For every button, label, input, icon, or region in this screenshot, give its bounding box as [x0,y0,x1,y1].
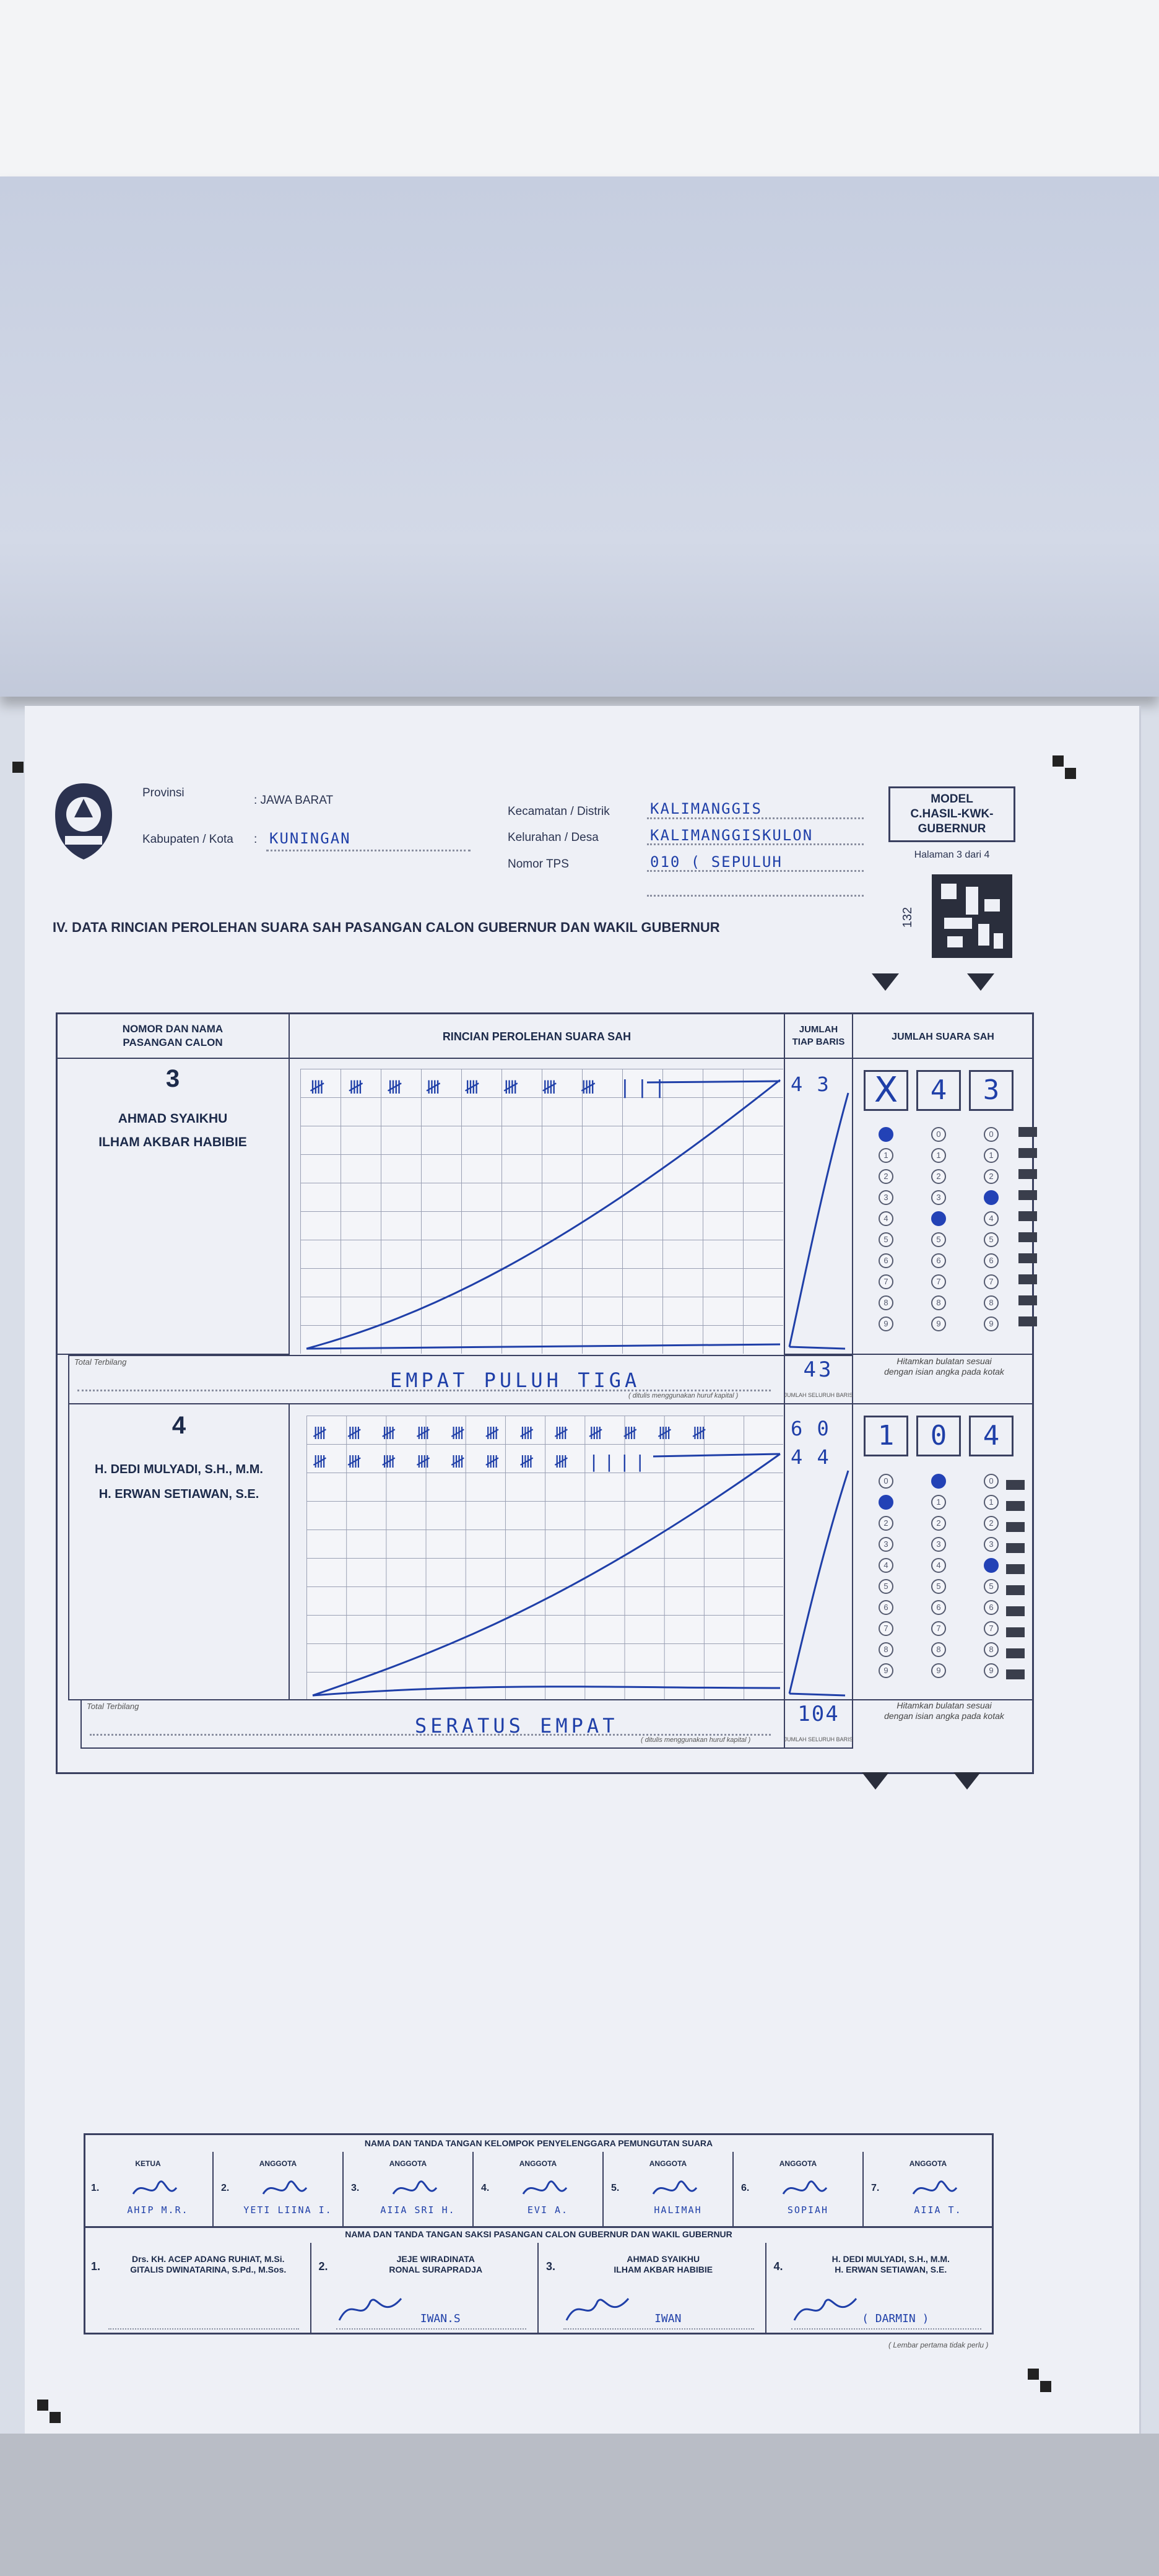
digit-bubble[interactable]: 4 [931,1211,946,1226]
candidate-name-2: H. ERWAN SETIAWAN, S.E. [98,1487,259,1501]
kpps-role: ANGGOTA [649,2159,687,2168]
signature-scribble [336,2292,404,2326]
corner-marker [50,2412,61,2423]
digit-bubble[interactable]: 7 [931,1621,946,1636]
kpps-role: KETUA [135,2159,161,2168]
terbilang-label: Total Terbilang [87,1702,139,1711]
saksi-sign-name: ( DARMIN ) [862,2312,929,2325]
saksi-title: NAMA DAN TANDA TANGAN SAKSI PASANGAN CALON GUBERNUR DAN WAKIL GUBERNUR [345,2229,732,2239]
tally-row-1: 𝍸 𝍸 𝍸 𝍸 𝍸 𝍸 𝍸 𝍸 ||| [310,1077,672,1099]
timing-marker [1018,1295,1037,1305]
digit-bubble[interactable]: 4 [984,1211,999,1226]
kpps-name: YETI LIINA I. [243,2204,332,2216]
tally-row-1: 𝍸 𝍸 𝍸 𝍸 𝍸 𝍸 𝍸 𝍸 𝍸 𝍸 𝍸 𝍸 [313,1423,711,1443]
digit-bubble[interactable]: 5 [931,1232,946,1247]
terbilang-value: EMPAT PULUH TIGA [390,1368,641,1392]
background-bottom [0,2434,1159,2576]
kpps-title: NAMA DAN TANDA TANGAN KELOMPOK PENYELENGGARA PEMUNGUTAN SUARA [364,2138,713,2148]
saksi-pair: Drs. KH. ACEP ADANG RUHIAT, M.Si. GITALIS DWINATARINA, S.Pd., M.Sos. [130,2254,287,2274]
saksi-pair: AHMAD SYAIKHU ILHAM AKBAR HABIBIE [614,2254,713,2274]
kpps-signature-cell [84,2152,214,2226]
row-sum-1: 4 3 [791,1073,830,1096]
digit-bubble[interactable]: 9 [984,1663,999,1678]
digit-bubble[interactable]: 6 [879,1253,893,1268]
divider [84,2226,994,2228]
digit-bubble[interactable]: 4 [879,1558,893,1573]
kpps-number: 3. [351,2183,360,2193]
kpps-signature-cell [604,2152,734,2226]
signature-scribble [130,2175,180,2203]
saksi-signature-cell [84,2243,311,2334]
digit-bubble[interactable]: 8 [931,1295,946,1310]
digit-bubble[interactable]: 5 [879,1232,893,1247]
terbilang-hint: ( ditulis menggunakan huruf kapital ) [628,1392,739,1399]
digit-bubble[interactable]: 1 [984,1495,999,1510]
digit-bubble[interactable]: 5 [879,1579,893,1594]
digit-bubble[interactable]: 7 [984,1621,999,1636]
candidate-number: 3 [165,1065,180,1092]
kpps-role: ANGGOTA [519,2159,557,2168]
kpps-name: AIIA SRI H. [380,2204,456,2216]
form-page [25,706,1141,2434]
kelurahan-value: KALIMANGGISKULON [650,827,814,844]
colon: : [254,833,258,846]
candidate-name-1: H. DEDI MULYADI, S.H., M.M. [95,1463,263,1476]
kpps-name: AIIA T. [914,2204,962,2216]
digit-bubble[interactable]: 0 [879,1474,893,1489]
kelurahan-label: Kelurahan / Desa [508,831,599,844]
digit-bubbles [879,1127,1021,1338]
kpps-name: EVI A. [527,2204,569,2216]
digit-bubble[interactable]: 2 [931,1169,946,1184]
signature-scribble [520,2175,570,2203]
qr-number: 132 [901,907,915,928]
dotted-line [647,870,864,872]
timing-marker [1006,1480,1025,1490]
dotted-line [77,1390,771,1391]
signature-scribble [780,2175,830,2203]
kpps-signature-cell [474,2152,604,2226]
signature-scribble [563,2292,632,2326]
saksi-number: 2. [318,2260,328,2273]
saksi-row [84,2243,994,2334]
signature-scribble [260,2175,310,2203]
digit-bubble[interactable]: 9 [931,1663,946,1678]
kecamatan-label: Kecamatan / Distrik [508,805,610,818]
candidate-cell [56,1058,290,1355]
candidate-name-2: ILHAM AKBAR HABIBIE [98,1135,247,1149]
kecamatan-value: KALIMANGGIS [650,800,762,817]
dotted-line [90,1734,771,1736]
timing-marker [1006,1648,1025,1658]
digit-bubble[interactable]: 7 [879,1621,893,1636]
kpps-row [84,2152,994,2226]
row-sum-1: 6 0 [791,1417,830,1440]
timing-marker [1018,1169,1037,1179]
header-jumlah-sah: JUMLAH SUARA SAH [852,1012,1034,1059]
total-seluruh: 43 [803,1357,834,1382]
arrow-marker [953,1772,981,1790]
kpps-number: 4. [481,2183,490,2193]
kpps-number: 6. [741,2183,750,2193]
kpps-role: ANGGOTA [909,2159,947,2168]
total-box-1: X [864,1070,908,1111]
digit-bubble[interactable]: 3 [879,1537,893,1552]
provinsi-label: Provinsi [142,786,184,799]
timing-marker [1018,1211,1037,1221]
digit-bubble[interactable]: 0 [984,1127,999,1142]
row-sum-2: 4 4 [791,1445,830,1469]
total-seluruh: 104 [797,1702,840,1726]
timing-marker [1006,1606,1025,1616]
kpps-signature-cell [734,2152,864,2226]
digit-bubble[interactable]: 1 [984,1148,999,1163]
timing-marker [1006,1522,1025,1532]
background-top [0,0,1159,176]
corner-marker [1040,2381,1051,2392]
bubble-hint: Hitamkan bulatan sesuai dengan isian angka pada kotak [884,1356,1004,1377]
digit-bubble[interactable]: 6 [879,1600,893,1615]
timing-marker [1006,1627,1025,1637]
header-rincian: RINCIAN PEROLEHAN SUARA SAH [289,1012,785,1059]
digit-bubble[interactable]: 9 [931,1316,946,1331]
corner-marker [1065,768,1076,779]
timing-marker [1018,1148,1037,1158]
timing-marker [1006,1585,1025,1595]
corner-marker [1028,2369,1039,2380]
arrow-marker [967,973,994,991]
arrow-marker [862,1772,889,1790]
timing-marker [1006,1543,1025,1553]
digit-bubble[interactable]: 8 [931,1642,946,1657]
header-jumlah-baris: JUMLAH TIAP BARIS [784,1012,853,1059]
total-seluruh-label: JUMLAH SELURUH BARIS [784,1736,853,1743]
signature-line [563,2328,754,2330]
footer-note: ( Lembar pertama tidak perlu ) [888,2341,989,2349]
digit-bubble[interactable]: 1 [879,1495,893,1510]
arrow-marker [872,973,899,991]
dotted-line [647,895,864,897]
saksi-number: 3. [546,2260,556,2273]
digit-bubble[interactable]: 2 [984,1169,999,1184]
saksi-number: 1. [91,2260,101,2273]
digit-bubble[interactable]: 2 [984,1516,999,1531]
kpps-signature-cell [214,2152,344,2226]
saksi-signature-cell [311,2243,539,2334]
timing-marker [1006,1669,1025,1679]
digit-bubble[interactable]: 0 [931,1474,946,1489]
total-box-1: 1 [864,1416,908,1456]
candidate-cell [68,1403,290,1700]
digit-bubble[interactable]: 7 [984,1274,999,1289]
digit-bubble[interactable]: 5 [984,1579,999,1594]
digit-bubble[interactable]: 1 [931,1148,946,1163]
kpps-role: ANGGOTA [389,2159,427,2168]
digit-bubble[interactable]: 2 [879,1516,893,1531]
tps-label: Nomor TPS [508,858,569,871]
terbilang-hint: ( ditulis menggunakan huruf kapital ) [641,1736,751,1744]
model-box: MODEL C.HASIL-KWK- GUBERNUR [888,786,1015,842]
timing-marker [1018,1127,1037,1137]
saksi-signature-cell [539,2243,766,2334]
digit-bubble[interactable]: 0 [879,1127,893,1142]
total-box-3: 3 [969,1070,1014,1111]
row-sum-strike [786,1090,851,1350]
header-candidate: NOMOR DAN NAMA PASANGAN CALON [56,1012,290,1059]
row-sum-strike [786,1468,851,1697]
total-box-2: 0 [916,1416,961,1456]
digit-bubble[interactable]: 6 [931,1253,946,1268]
digit-bubble[interactable]: 2 [879,1169,893,1184]
provinsi-value: : JAWA BARAT [254,794,334,807]
kpps-signature-cell [864,2152,994,2226]
kpps-number: 5. [611,2183,620,2193]
digit-bubble[interactable]: 9 [984,1316,999,1331]
kpps-number: 7. [871,2183,880,2193]
saksi-pair: H. DEDI MULYADI, S.H., M.M. H. ERWAN SETIAWAN, S.E. [831,2254,950,2274]
digit-bubble[interactable]: 7 [879,1274,893,1289]
digit-bubble[interactable]: 2 [931,1516,946,1531]
corner-marker [1053,755,1064,767]
timing-marker [1006,1501,1025,1511]
digit-bubble[interactable]: 8 [879,1295,893,1310]
tally-strike-lines [300,1069,783,1354]
candidate-number: 4 [171,1412,186,1439]
dotted-line [647,817,864,819]
digit-bubble[interactable]: 0 [931,1127,946,1142]
digit-bubble[interactable]: 3 [984,1190,999,1205]
digit-bubble[interactable]: 5 [984,1232,999,1247]
digit-bubbles [879,1474,1021,1684]
digit-bubble[interactable]: 0 [984,1474,999,1489]
digit-bubble[interactable]: 6 [931,1600,946,1615]
kabupaten-value: KUNINGAN [269,830,351,847]
signature-scribble [390,2175,440,2203]
dotted-line [647,843,864,845]
signature-line [108,2328,299,2330]
saksi-signature-cell [766,2243,994,2334]
digit-bubble[interactable]: 9 [879,1663,893,1678]
digit-bubble[interactable]: 3 [931,1537,946,1552]
bubble-hint: Hitamkan bulatan sesuai dengan isian angka pada kotak [884,1700,1004,1721]
total-box-2: 4 [916,1070,961,1111]
total-box-3: 4 [969,1416,1014,1456]
digit-bubble[interactable]: 3 [931,1190,946,1205]
dotted-line [266,850,471,851]
qr-code [932,874,1012,958]
digit-bubble[interactable]: 8 [984,1295,999,1310]
signature-scribble [791,2292,859,2326]
digit-bubble[interactable]: 4 [984,1558,999,1573]
digit-bubble[interactable]: 1 [931,1495,946,1510]
page-number: Halaman 3 dari 4 [914,850,990,860]
timing-marker [1018,1190,1037,1200]
digit-bubble[interactable]: 8 [879,1642,893,1657]
kpps-name: AHIP M.R. [127,2204,189,2216]
signature-scribble [650,2175,700,2203]
timing-marker [1006,1564,1025,1574]
terbilang-label: Total Terbilang [74,1357,127,1367]
folded-cover-sheet [0,176,1159,697]
terbilang-value: SERATUS EMPAT [415,1714,619,1738]
digit-bubble[interactable]: 8 [984,1642,999,1657]
candidate-name-1: AHMAD SYAIKHU [118,1112,228,1126]
digit-bubble[interactable]: 5 [931,1579,946,1594]
kpu-logo [50,780,118,861]
timing-marker [1018,1253,1037,1263]
tally-row-2: 𝍸 𝍸 𝍸 𝍸 𝍸 𝍸 𝍸 𝍸 |||| [313,1451,651,1472]
tally-strike-lines [306,1416,783,1700]
digit-bubble[interactable]: 1 [879,1148,893,1163]
kpps-number: 2. [221,2183,230,2193]
signature-scribble [910,2175,960,2203]
timing-marker [1018,1274,1037,1284]
digit-bubble[interactable]: 9 [879,1316,893,1331]
timing-marker [1018,1232,1037,1242]
digit-bubble[interactable]: 4 [931,1558,946,1573]
digit-bubble[interactable]: 7 [931,1274,946,1289]
digit-bubble[interactable]: 3 [879,1190,893,1205]
digit-bubble[interactable]: 4 [879,1211,893,1226]
kpps-name: HALIMAH [654,2204,702,2216]
signature-line [336,2328,527,2330]
saksi-number: 4. [773,2260,783,2273]
digit-bubble[interactable]: 6 [984,1600,999,1615]
tps-value: 010 ( SEPULUH [650,853,783,871]
digit-bubble[interactable]: 6 [984,1253,999,1268]
kabupaten-label: Kabupaten / Kota [142,833,233,846]
kpps-role: ANGGOTA [259,2159,297,2168]
total-seluruh-label: JUMLAH SELURUH BARIS [784,1392,853,1398]
kpps-signature-cell [344,2152,474,2226]
saksi-sign-name: IWAN [654,2312,682,2325]
corner-marker [12,762,24,773]
corner-marker [37,2400,48,2411]
kpps-name: SOPIAH [787,2204,829,2216]
saksi-pair: JEJE WIRADINATA RONAL SURAPRADJA [389,2254,483,2274]
saksi-sign-name: IWAN.S [420,2312,461,2325]
digit-bubble[interactable]: 3 [984,1537,999,1552]
timing-marker [1018,1316,1037,1326]
kpps-role: ANGGOTA [779,2159,817,2168]
kpps-number: 1. [91,2183,100,2193]
section-title: IV. DATA RINCIAN PEROLEHAN SUARA SAH PASANGAN CALON GUBERNUR DAN WAKIL GUBERNUR [53,920,720,935]
signature-line [791,2328,982,2330]
